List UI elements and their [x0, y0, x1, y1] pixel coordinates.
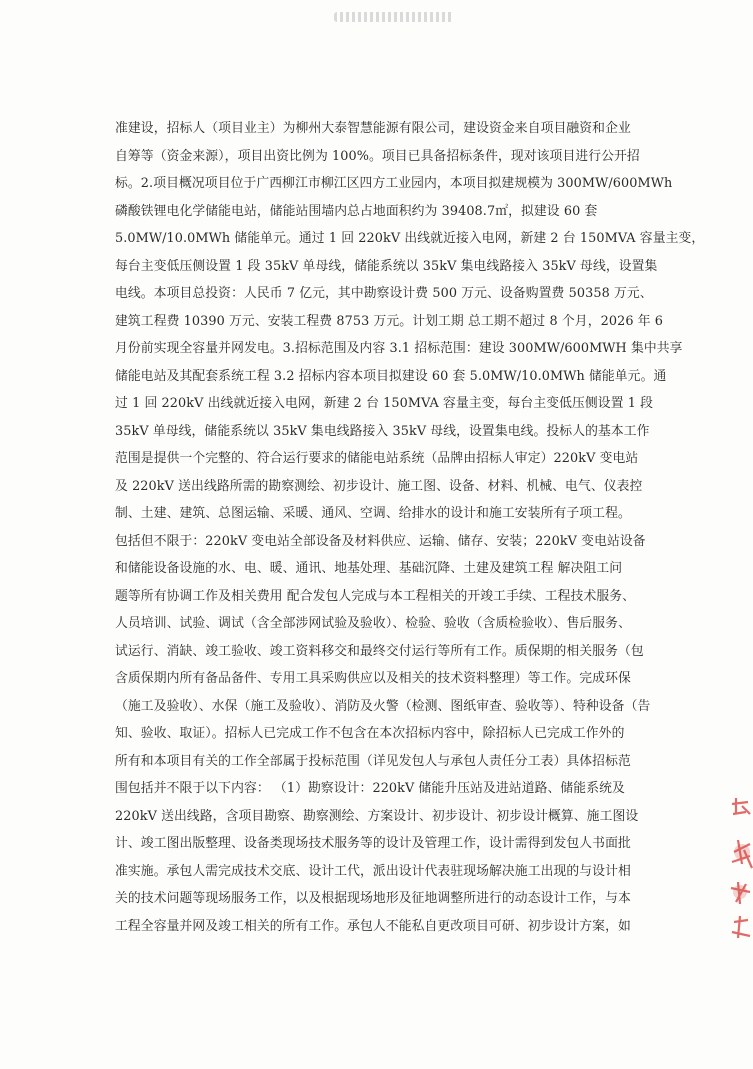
- text-line: （施工及验收）、水保（施工及验收）、消防及火警（检测、图纸审查、验收等）、特种设备（告: [115, 698, 651, 714]
- text-line: 含质保期内所有备品备件、专用工具采购供应以及相关的技术资料整理）等工作。完成环保: [115, 671, 631, 686]
- text-line: 建筑工程费 10390 万元、安装工程费 8753 万元。计划工期 总工期不超过 8 个月，2026 年 6: [115, 313, 664, 329]
- text-line: 人员培训、试验、调试（含全部涉网试验及验收）、检验、验收（含质检验收）、售后服务、: [115, 616, 631, 631]
- text-line: 5.0MW/10.0MWh 储能单元。通过 1 回 220kV 出线就近接入电网，新建 2 台 150MVA 容量主变，: [115, 231, 705, 246]
- text-line: 制、土建、建筑、总图运输、采暖、通风、空调、给排水的设计和施工安装所有子项工程。: [115, 506, 631, 521]
- text-line: 和储能设备设施的水、电、暖、通讯、地基处理、基础沉降、土建及建筑工程 解决阻工问: [115, 561, 623, 576]
- text-line: 包括但不限于：220kV 变电站全部设备及材料供应、运输、储存、安装；220kV 变电站设备: [115, 533, 646, 549]
- text-line: 储能电站及其配套系统工程 3.2 招标内容本项目拟建设 60 套 5.0MW/10.0MWh 储能单元。通: [115, 368, 667, 384]
- text-line: 关的技术问题等现场服务工作，以及根据现场地形及征地调整所进行的动态设计工作，与本: [115, 891, 631, 906]
- text-line: 范围是提供一个完整的、符合运行要求的储能电站系统（品牌由招标人审定）220kV 变电站: [115, 451, 639, 466]
- seal-graphic: [728, 792, 753, 942]
- text-line: 准建设，招标人（项目业主）为柳州大泰智慧能源有限公司，建设资金来自项目融资和企业: [115, 121, 631, 136]
- text-line: 计、竣工图出版整理、设备类现场技术服务等的设计及管理工作，设计需得到发包人书面批: [115, 836, 631, 851]
- red-seal-stamp: [728, 792, 753, 942]
- text-line: 围包括并不限于以下内容： （1）勘察设计：220kV 储能升压站及进站道路、储能系统及: [115, 781, 625, 796]
- text-line: 准实施。承包人需完成技术交底、设计工代，派出设计代表驻现场解决施工出现的与设计相: [115, 863, 631, 879]
- text-line: 过 1 回 220kV 出线就近接入电网，新建 2 台 150MVA 容量主变，每台主变低压侧设置 1 段: [115, 396, 654, 411]
- text-line: 每台主变低压侧设置 1 段 35kV 单母线，储能系统以 35kV 集电线路接入 35kV 母线，设置集: [115, 258, 658, 274]
- document-body: [115, 115, 705, 940]
- text-line: 35kV 单母线，储能系统以 35kV 集电线路接入 35kV 母线，设置集电线。投标人的基本工作: [115, 423, 650, 439]
- text-line: 知、验收、取证）。招标人已完成工作不包含在本次招标内容中，除招标人已完成工作外的: [115, 726, 625, 741]
- text-line: 题等所有协调工作及相关费用 配合发包人完成与本工程相关的开竣工手续、工程技术服务、: [115, 588, 636, 604]
- text-line: 工程全容量并网及竣工相关的所有工作。承包人不能私自更改项目可研、初步设计方案，如: [115, 918, 631, 934]
- scan-artifact: [334, 12, 454, 22]
- text-line: 试运行、消缺、竣工验收、竣工资料移交和最终交付运行等所有工作。质保期的相关服务（包: [115, 643, 644, 659]
- text-line: 所有和本项目有关的工作全部属于投标范围（详见发包人与承包人责任分工表）具体招标范: [115, 753, 631, 769]
- text-line: 电线。本项目总投资：人民币 7 亿元，其中勘察设计费 500 万元、设备购置费 50358 万元、: [115, 286, 653, 301]
- text-line: 及 220kV 送出线路所需的勘察测绘、初步设计、施工图、设备、材料、机械、电气、仪表控: [115, 478, 643, 494]
- text-line: 220kV 送出线路，含项目勘察、勘察测绘、方案设计、初步设计、初步设计概算、施工图设: [115, 808, 639, 824]
- text-line: 自筹等（资金来源），项目出资比例为 100%。项目已具备招标条件，现对该项目进行公开招: [115, 148, 640, 164]
- text-line: 月份前实现全容量并网发电。3.招标范围及内容 3.1 招标范围：建设 300MW/600MWH 集中共享: [115, 341, 683, 356]
- text-line: 标。2.项目概况项目位于广西柳江市柳江区四方工业园内，本项目拟建规模为 300MW/600MWh: [115, 176, 673, 191]
- text-line: 磷酸铁锂电化学储能电站，储能站围墙内总占地面积约为 39408.7㎡，拟建设 60 套: [115, 203, 598, 219]
